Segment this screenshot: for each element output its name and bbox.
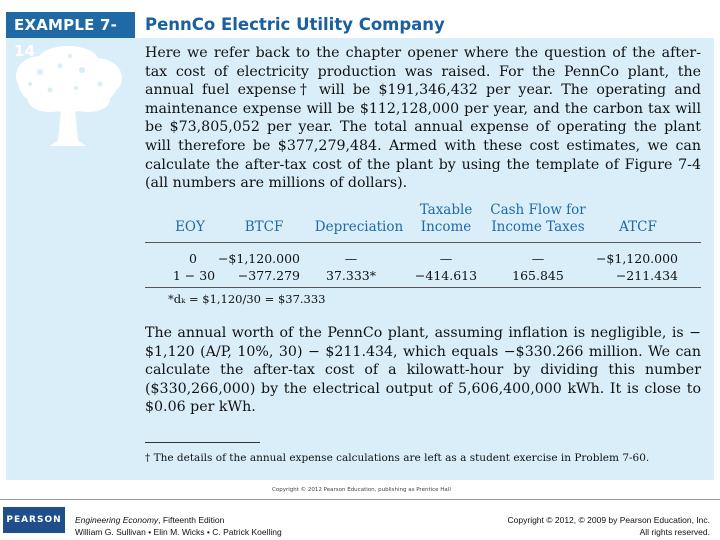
footer-copyright [508,514,710,538]
header-income-taxes: Income Taxes [491,219,585,235]
footer-divider [0,499,720,500]
header-atcf: ATCF [619,219,657,235]
header-btcf: BTCF [244,219,284,235]
example-title: PennCo Electric Utility Company [145,15,445,34]
book-title: Engineering Economy [75,515,159,525]
small-copyright: Copyright © 2012 Pearson Education, publishing as Prentice Hall [272,487,451,493]
conclusion-paragraph: The annual worth of the PennCo plant, assuming inflation is negligible, is −$1,120 (A/P, 10%, 30) − $211.434, which equals −$330.266 million. We can calculate the after-tax cost of a kilowatt-hour by dividing this number ($330,266,000) by the electrical output of 5,606,400,000 kWh. It is close to $0.06 per kWh. [145,325,701,416]
example-label: EXAMPLE 7-14 [6,12,135,38]
book-edition: , Fifteenth Edition [158,515,225,525]
cell-taxable-income: −414.613 [414,268,478,283]
cell-eoy: 1 − 30 [172,268,216,283]
footer-book-info [75,514,282,538]
table-rule-bottom [145,287,701,288]
cell-btcf: −$1,120.000 [217,251,300,266]
copyright-line-1: Copyright © 2012, © 2009 by Pearson Education, Inc. [507,515,710,525]
cell-cash-flow: — [531,251,545,266]
book-authors: William G. Sullivan • Elin M. Wicks • C. Patrick Koelling [75,527,282,537]
header-depreciation: Depreciation [314,219,404,235]
copyright-line-2: All rights reserved. [639,527,710,537]
cell-depreciation: 37.333* [326,268,376,283]
cell-depreciation: — [344,251,358,266]
header-cash-flow-for: Cash Flow for [490,202,586,218]
header-income: Income [420,219,472,235]
cell-cash-flow: 165.845 [512,268,564,283]
cell-btcf: −377.279 [237,268,300,283]
cell-eoy: 0 [189,251,197,266]
intro-paragraph: Here we refer back to the chapter opener where the question of the after-tax cost of electricity production was raised. For the PennCo plant, the annual fuel expense† will be $191,346,432 per year. The operating and maintenance expense will be $112,128,000 per year, and the carbon tax will be $73,805,052 per year. The total annual expense of operating the plant will therefore be $377,279,484. Armed with these cost estimates, we can calculate the after-tax cost of the plant by using the template of Figure 7-4 (all numbers are millions of dollars). [145,45,701,192]
table-footnote: *dₖ = $1,120/30 = $37.333 [168,292,326,306]
footnote: † The details of the annual expense calculations are left as a student exercise in Problem 7-60. [145,452,650,464]
pearson-logo: PEARSON [3,507,65,533]
footnote-divider [145,442,260,443]
cell-atcf: −$1,120.000 [595,251,678,266]
table-rule-top [145,242,701,243]
cell-atcf: −211.434 [615,268,678,283]
header-taxable: Taxable [419,202,473,218]
tree-icon [10,44,126,148]
header-eoy: EOY [175,219,205,235]
cell-taxable-income: — [439,251,453,266]
